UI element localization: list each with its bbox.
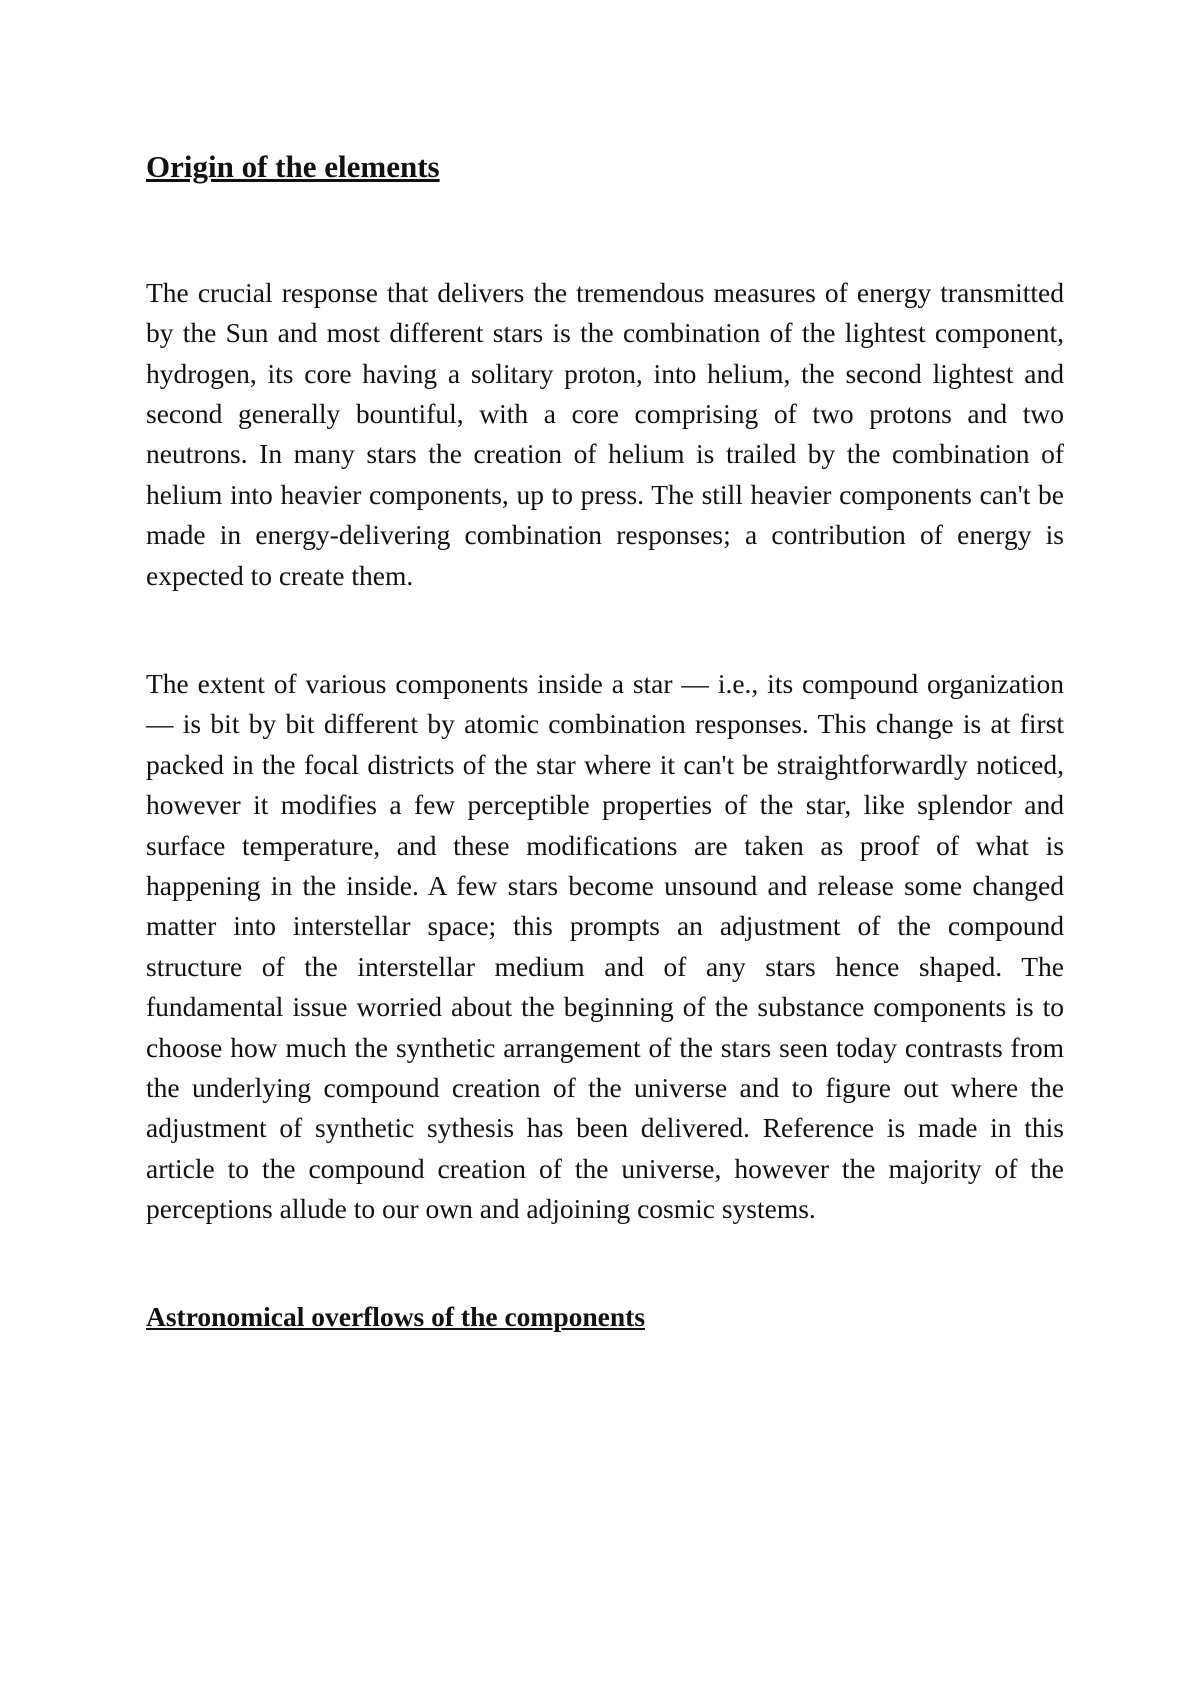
paragraph-composition: The extent of various components inside a star — i.e., its compound organization — is bit by bit different by atomic combination responses. This change is at first packed in the focal districts of the star where it can't be straightforwardly noticed, however it modifies a few perceptible properties of the star, like splendor and surface temperature, and these modifications are taken as proof of what is happening in the inside. A few stars become unsound and release some changed matter into interstellar space; this prompts an adjustment of the compound structure of the interstellar medium and of any stars hence shaped. The fundamental issue worried about the beginning of the substance components is to choose how much the synthetic arrangement of the stars seen today contrasts from the underlying compound creation of the universe and to figure out where the adjustment of synthetic sythesis has been delivered. Reference is made in this article to the compound creation of the universe, however the majority of the perceptions allude to our own and adjoining cosmic systems. (146, 668, 1064, 1225)
section-heading: Astronomical overflows of the components (146, 1300, 646, 1332)
page-title: Origin of the elements (146, 149, 440, 184)
paragraph-fusion: The crucial response that delivers the tremendous measures of energy transmitted by the Sun and most different stars is the combination of the lightest component, hydrogen, its core having a solitary proton, into helium, the second lightest and second generally bountiful, with a core comprising of two protons and two neutrons. In many stars the creation of helium is trailed by the combination of helium into heavier components, up to press. The still heavier components can't be made in energy-delivering combination responses; a contribution of energy is expected to create them. (146, 276, 1064, 591)
document-body (146, 148, 1064, 1334)
